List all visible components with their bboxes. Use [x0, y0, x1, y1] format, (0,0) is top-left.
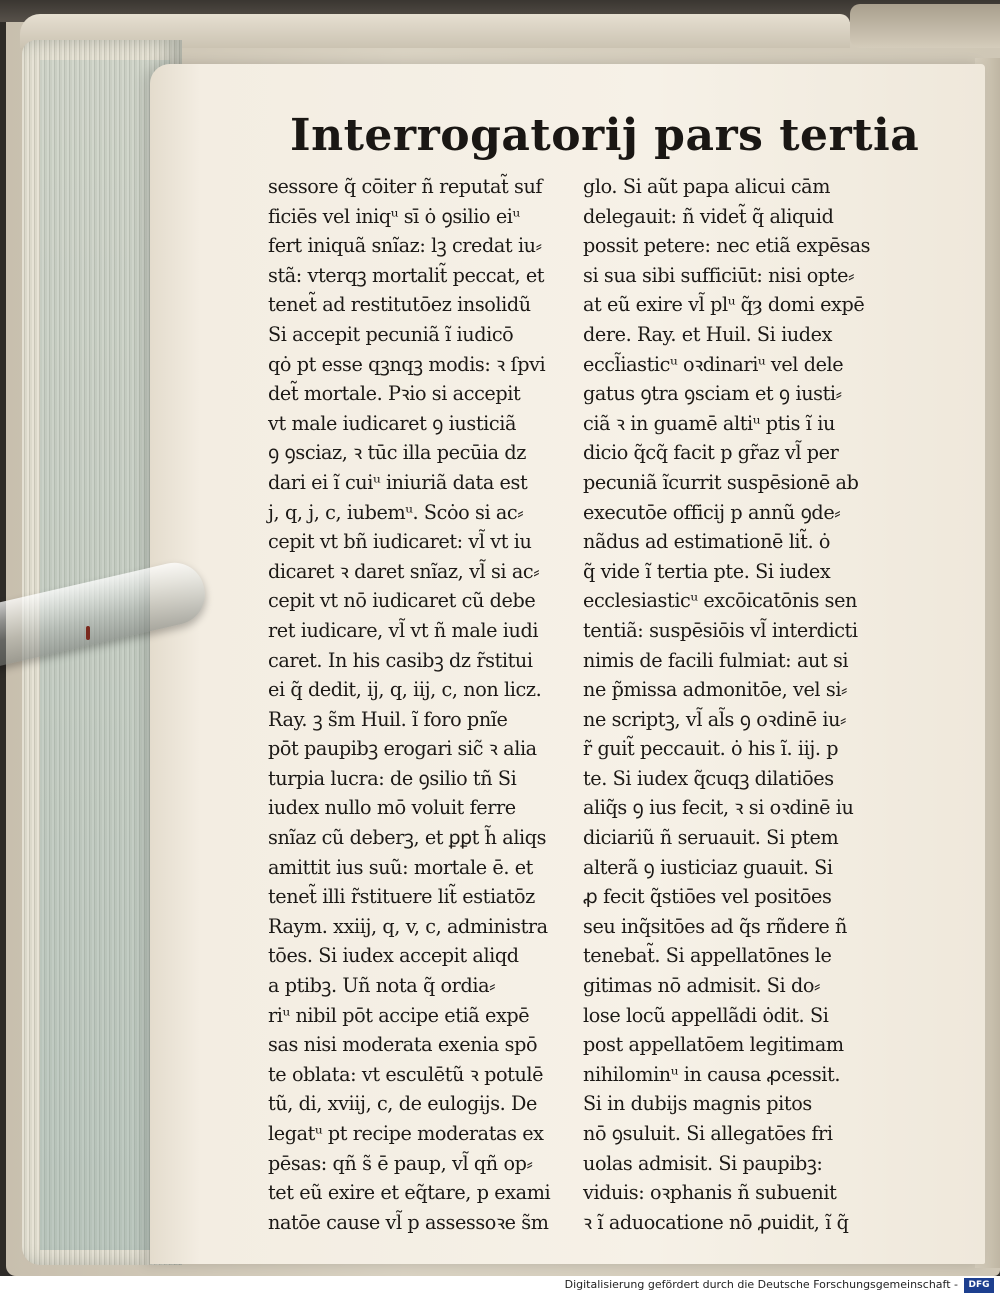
footer-bar [0, 1276, 1000, 1296]
text-column-left [268, 172, 568, 1237]
text-line: si sua sibi sufficiūt: nisi opte⸗ [583, 263, 855, 287]
text-line: tenet̃ illi r̃stituere lit̃ estiatōz [268, 885, 535, 909]
text-line: snĩaz cũ deberꝫ, et ꝑꝑt h̃ aliqs [268, 826, 547, 850]
text-line: turpia lucra: de ꝯsilio tñ Si [268, 766, 517, 790]
text-line: tet eũ exire et eq̃tare, p exami [268, 1181, 551, 1205]
text-line: lose locũ appellãdi ȯdit. Si [583, 1003, 829, 1027]
text-line: pecuniã ĩcurrit suspēsionē ab [583, 470, 859, 494]
text-line: gatus ꝯtra ꝯsciam et ꝯ iusti⸗ [583, 382, 842, 406]
text-line: caret. In his casibꝫ dz r̃stitui [268, 648, 533, 672]
text-line: alterã ꝯ iusticiaz guauit. Si [583, 855, 833, 879]
footer-credit: Digitalisierung gefördert durch die Deutsche Forschungsgemeinschaft - [564, 1278, 958, 1291]
text-line: r̃ guit̃ peccauit. ȯ his ĩ. iij. p [583, 737, 839, 761]
text-line: aliq̃s ꝯ ius fecit, ꝛ si oꝛdinē iu [583, 796, 854, 820]
text-line: delegauit: ñ videt̃ q̃ aliquid [583, 204, 834, 228]
text-line: ne p̃missa admonitōe, vel si⸗ [583, 678, 848, 702]
text-line: ne scriptꝫ, vl̃ al̃s ꝯ oꝛdinē iu⸗ [583, 707, 847, 731]
text-line: dari ei ĩ cuiᵘ iniuriã data est [268, 470, 528, 494]
text-line: ret iudicare, vl̃ vt ñ male iudi [268, 618, 539, 642]
text-line: Si in dubijs magnis pitos [583, 1092, 812, 1116]
text-line: tōes. Si iudex accepit aliqd [268, 944, 519, 968]
text-line: amittit ius suũ: mortale ē. et [268, 855, 533, 879]
text-line: eccl̃iasticᵘ oꝛdinariᵘ vel dele [583, 352, 844, 376]
text-line: tentiã: suspēsiōis vl̃ interdicti [583, 618, 858, 642]
text-line: viduis: oꝛphanis ñ subuenit [583, 1181, 837, 1205]
text-line: ꝛ ĩ aduocatione nō ꝓuidit, ĩ q̃ [583, 1210, 849, 1234]
text-line: q̃ vide ĩ tertia pte. Si iudex [583, 559, 831, 583]
text-line: ꝓ fecit q̃stiōes vel positōes [583, 885, 832, 909]
text-line: qȯ pt esse qꝫnqꝫ modis: ꝛ ſpvi [268, 352, 546, 376]
text-line: dicio q̃cq̃ facit p gr̃az vl̃ per [583, 441, 839, 465]
text-line: nimis de facili fulmiat: aut si [583, 648, 849, 672]
text-line: possit petere: nec etiã expēsas [583, 234, 871, 258]
text-line: cepit vt nō iudicaret cũ debe [268, 589, 536, 613]
text-line: pōt paupibꝫ erogari sic̃ ꝛ alia [268, 737, 537, 761]
text-line: executōe officij p annũ ꝯde⸗ [583, 500, 841, 524]
text-line: nãdus ad estimationē lit̃. ȯ [583, 530, 831, 554]
text-line: ei q̃ dedit, ij, q, iij, c, non licz. [268, 678, 542, 702]
text-line: vt male iudicaret ꝯ iusticiã [268, 411, 516, 435]
text-line: glo. Si aũt papa alicui cām [583, 175, 830, 198]
text-line: ꝯ ꝯsciaz, ꝛ tūc illa pecūia dz [268, 441, 526, 465]
text-line: dicaret ꝛ daret snĩaz, vl̃ si ac⸗ [268, 559, 540, 583]
text-line: riᵘ nibil pōt accipe etiã expē [268, 1003, 530, 1027]
text-line: at eũ exire vl̃ plᵘ q̃ȝ domi expē [583, 293, 865, 317]
text-line: sessore q̃ cōiter ñ reputat̃ suf [268, 175, 543, 198]
text-line: te. Si iudex q̃cuqꝫ dilatiōes [583, 766, 834, 790]
text-line: ciã ꝛ in guamē altiᵘ ptis ĩ iu [583, 411, 835, 435]
text-line: legatᵘ pt recipe moderatas ex [268, 1122, 544, 1145]
text-line: nihilominᵘ in causa ꝓcessit. [583, 1062, 841, 1086]
text-column-right [583, 172, 883, 1237]
text-line: j, q, j, c, iubemᵘ. Scȯo si ac⸗ [268, 500, 524, 524]
text-line: det̃ mortale. Pꝛio si accepit [268, 382, 521, 406]
text-line: uolas admisit. Si paupibꝫ: [583, 1151, 823, 1175]
text-line: te oblata: vt esculētũ ꝛ potulē [268, 1062, 544, 1086]
text-line: Ray. ꝫ s̃m Huil. ĩ foro pnĩe [268, 707, 508, 731]
text-line: dere. Ray. et Huil. Si iudex [583, 322, 833, 346]
text-line: sas nisi moderata exenia spō [268, 1033, 538, 1057]
text-line: tenebat̃. Si appellatōnes le [583, 944, 832, 968]
text-line: tũ, di, xviij, c, de eulogijs. De [268, 1092, 538, 1116]
dfg-logo[interactable]: DFG [964, 1278, 994, 1293]
text-line: ecclesiasticᵘ excōicatōnis sen [583, 589, 858, 613]
text-line: tenet̃ ad restitutōez insolidũ [268, 293, 531, 317]
text-line: seu inq̃sitōes ad q̃s rñdere ñ [583, 914, 847, 938]
text-line: stã: vterqꝫ mortalit̃ peccat, et [268, 263, 545, 287]
page-heading: Interrogatorij pars tertia [290, 110, 920, 161]
text-line: post appellatōem legitimam [583, 1033, 844, 1057]
text-line: Si accepit pecuniã ĩ iudicō [268, 322, 514, 346]
text-line: iudex nullo mō voluit ferre [268, 796, 516, 820]
text-line: diciariũ ñ seruauit. Si ptem [583, 826, 839, 850]
binding-tie [850, 4, 1000, 48]
text-line: a ptibꝫ. Uñ nota q̃ ordia⸗ [268, 974, 496, 998]
text-line: gitimas nō admisit. Si do⸗ [583, 974, 821, 998]
text-line: nō ꝯsuluit. Si allegatōes fri [583, 1122, 833, 1145]
text-line: pēsas: qñ s̃ ē paup, vl̃ qñ op⸗ [268, 1151, 533, 1175]
text-line: cepit vt bñ iudicaret: vl̃ vt iu [268, 530, 532, 554]
text-line: natōe cause vl̃ p assessoꝛe s̃m [268, 1210, 549, 1234]
text-line: fert iniquã snĩaz: lꝫ credat iu⸗ [268, 234, 542, 258]
page-mark [86, 626, 90, 640]
text-line: ficiēs vel iniqᵘ sī ȯ ꝯsilio eiᵘ [268, 204, 520, 228]
text-line: Raym. xxiij, q, v, c, administra [268, 914, 548, 938]
